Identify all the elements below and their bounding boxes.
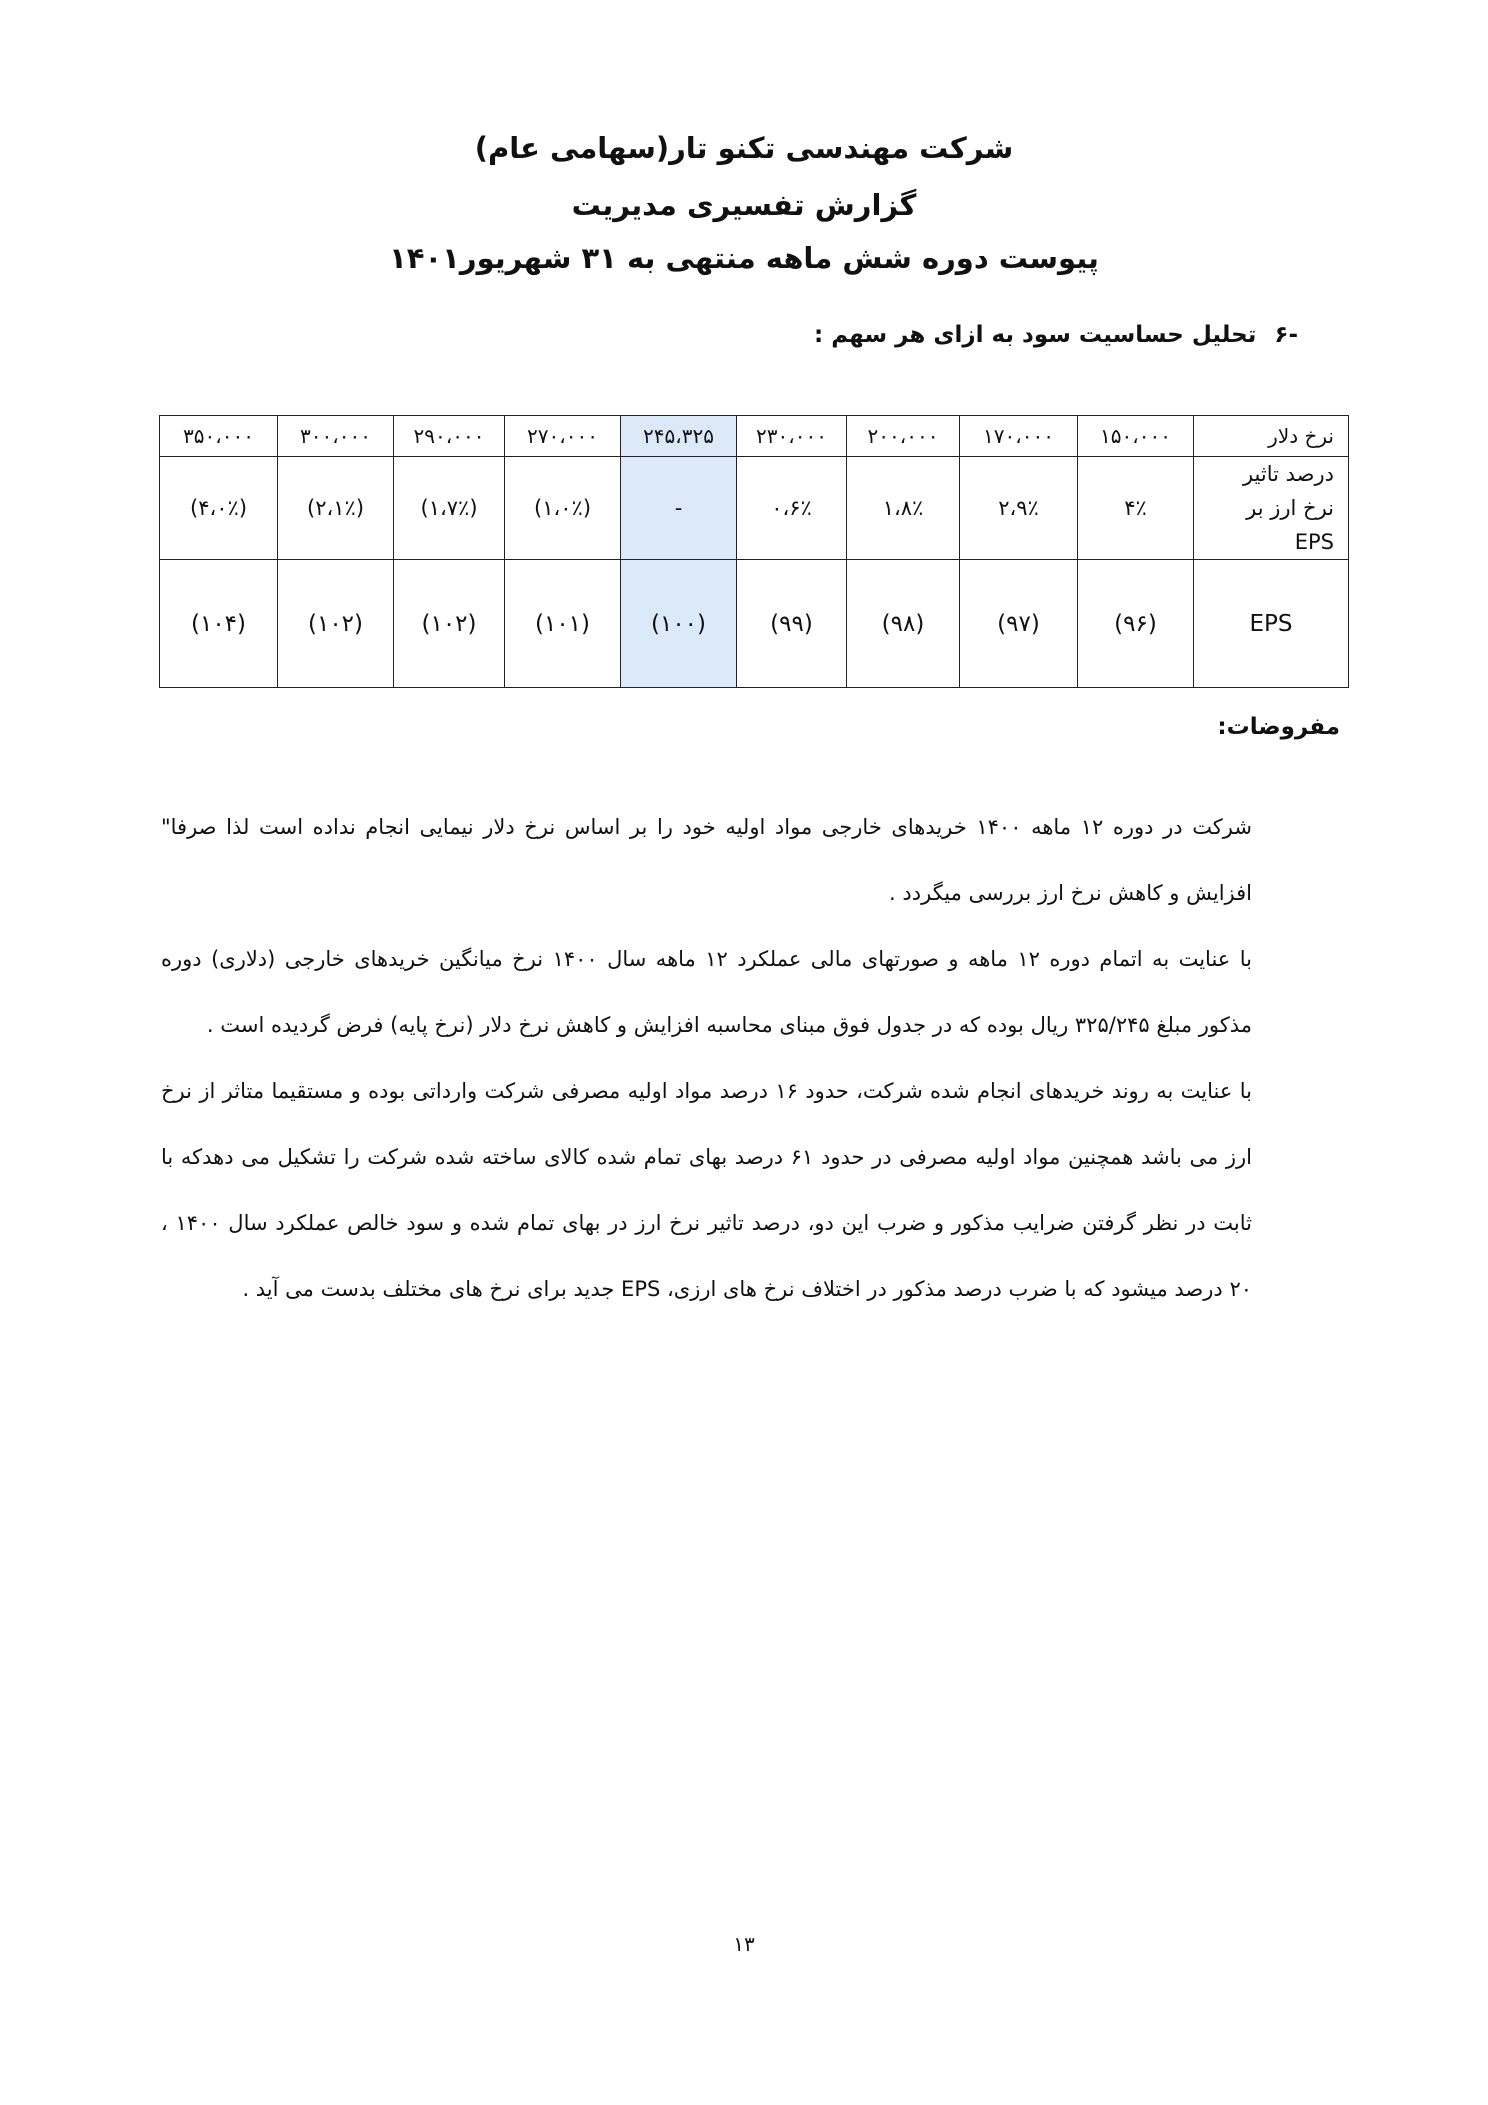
rate-cell: ۲۹۰،۰۰۰ xyxy=(394,416,505,457)
company-title: شرکت مهندسی تکنو تار(سهامی عام) xyxy=(474,131,1014,165)
eps-cell: (۹۹) xyxy=(737,560,847,688)
section-heading xyxy=(814,318,1298,352)
sensitivity-table xyxy=(159,415,1349,688)
impact-cell: ۱،۸٪ xyxy=(847,457,960,560)
page-number: ۱۳ xyxy=(733,1932,755,1956)
section-title-text: تحلیل حساسیت سود به ازای هر سهم : xyxy=(814,322,1257,348)
eps-label-cell: EPS xyxy=(1194,560,1349,688)
eps-cell: (۹۷) xyxy=(960,560,1078,688)
rate-cell: ۱۵۰،۰۰۰ xyxy=(1078,416,1194,457)
rate-cell: ۲۳۰،۰۰۰ xyxy=(737,416,847,457)
base-rate-cell: ۲۴۵،۳۲۵ xyxy=(621,416,737,457)
eps-cell: (۱۰۲) xyxy=(278,560,394,688)
impact-row xyxy=(160,457,1349,560)
impact-cell: (۱،۷٪) xyxy=(394,457,505,560)
eps-cell: (۹۸) xyxy=(847,560,960,688)
base-eps-cell: (۱۰۰) xyxy=(621,560,737,688)
assumption-paragraph: با عنایت به اتمام دوره ۱۲ ماهه و صورتهای مالی عملکرد ۱۲ ماهه سال ۱۴۰۰ نرخ میانگین خریدهای خارجی (دلاری) دوره مذکور مبلغ ۳۲۵/۲۴۵ ریال بوده که در جدول فوق مبنای محاسبه افزایش و کاهش نرخ دلار (نرخ پایه) فرض گردیده است . xyxy=(161,947,1252,1037)
assumption-paragraph: شرکت در دوره ۱۲ ماهه ۱۴۰۰ خریدهای خارجی مواد اولیه خود را بر اساس نرخ دلار نیمایی انجام نداده است لذا صرفا" افزایش و کاهش نرخ ارز بررسی میگردد . xyxy=(161,815,1252,905)
eps-cell: (۱۰۴) xyxy=(160,560,278,688)
impact-cell: ۰،۶٪ xyxy=(737,457,847,560)
eps-cell: (۱۰۱) xyxy=(505,560,621,688)
period-title: پیوست دوره شش ماهه منتهی به ۳۱ شهریور۱۴۰۱ xyxy=(389,241,1099,275)
rate-cell: ۳۰۰،۰۰۰ xyxy=(278,416,394,457)
assumptions-title: مفروضات: xyxy=(1217,714,1340,740)
section-number: -۶ xyxy=(1274,322,1298,348)
rate-cell: ۳۵۰،۰۰۰ xyxy=(160,416,278,457)
impact-cell: ۲،۹٪ xyxy=(960,457,1078,560)
assumption-paragraph: با عنایت به روند خریدهای انجام شده شرکت، حدود ۱۶ درصد مواد اولیه مصرفی شرکت وارداتی بوده و مستقیما متاثر از نرخ ارز می باشد همچنین مواد اولیه مصرفی در حدود ۶۱ درصد بهای تمام شده کالای ساخته شده شرکت را تشکیل می دهدکه با ثابت در نظر گرفتن ضرایب مذکور و ضرب این دو، درصد تاثیر نرخ ارز در بهای تمام شده و سود خالص عملکرد سال ۱۴۰۰ ، ۲۰ درصد میشود که با ضرب درصد مذکور در اختلاف نرخ های ارزی، EPS جدید برای نرخ های مختلف بدست می آید . xyxy=(161,1079,1252,1301)
rate-cell: ۲۰۰،۰۰۰ xyxy=(847,416,960,457)
rate-cell: ۲۷۰،۰۰۰ xyxy=(505,416,621,457)
eps-cell: (۱۰۲) xyxy=(394,560,505,688)
base-impact-cell: - xyxy=(621,457,737,560)
rate-cell: ۱۷۰،۰۰۰ xyxy=(960,416,1078,457)
impact-cell: (۴،۰٪) xyxy=(160,457,278,560)
impact-cell: (۱،۰٪) xyxy=(505,457,621,560)
assumptions-body xyxy=(161,794,1252,1322)
rate-label-cell: نرخ دلار xyxy=(1194,416,1349,457)
report-title: گزارش تفسیری مدیریت xyxy=(571,188,917,222)
impact-cell: ۴٪ xyxy=(1078,457,1194,560)
impact-label-cell: درصد تاثیر نرخ ارز بر EPS xyxy=(1194,457,1349,560)
eps-row xyxy=(160,560,1349,688)
rate-row xyxy=(160,416,1349,457)
eps-cell: (۹۶) xyxy=(1078,560,1194,688)
impact-cell: (۲،۱٪) xyxy=(278,457,394,560)
